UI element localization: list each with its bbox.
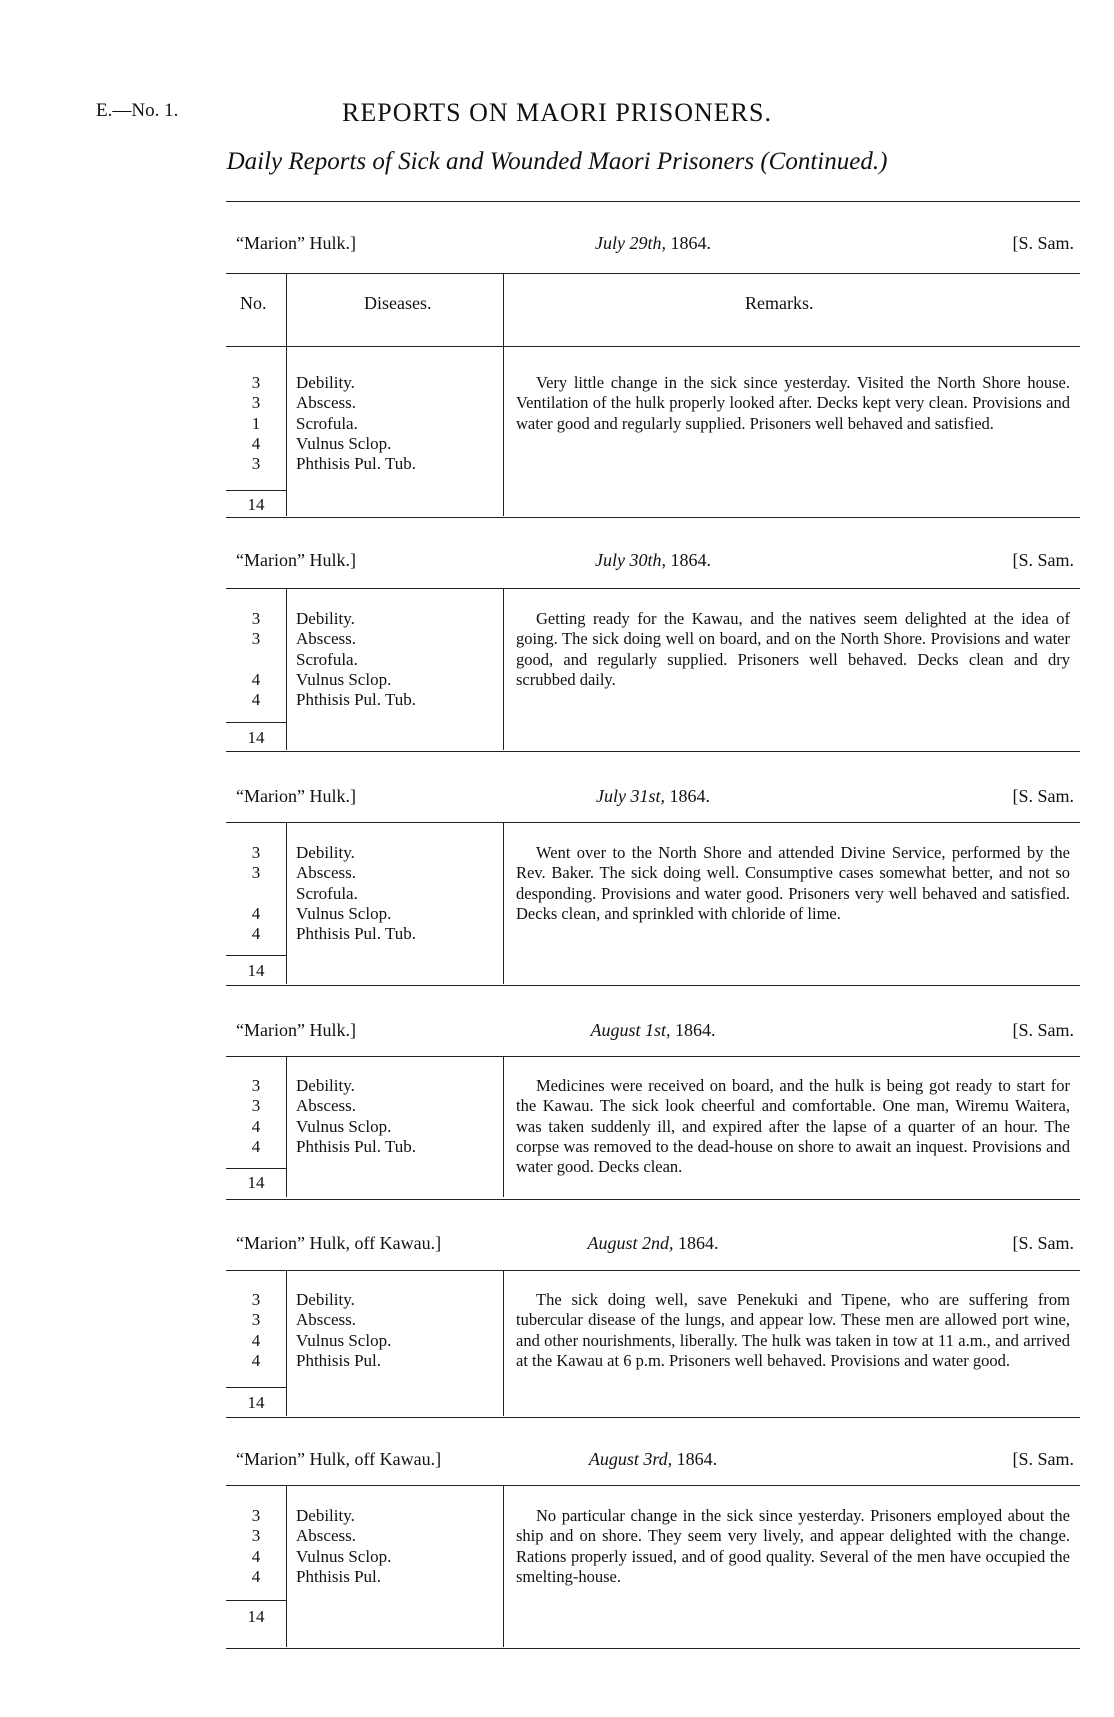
case-count: 3 (251, 609, 261, 628)
vessel-name: “Marion” Hulk, off Kawau.] (236, 1449, 442, 1469)
case-count: 4 (251, 1136, 261, 1156)
case-count: 4 (251, 903, 261, 923)
case-numbers (240, 373, 272, 474)
disease-list (296, 1076, 416, 1157)
report-remarks: Went over to the North Shore and attended Divine Service, performed by the Rev. Baker. The sick doing well. Consumptive cases somewhat better, and not so desponding. Provisions and water good. Prisoners very well behaved and satisfied. Decks clean, and sprinkled with chloride of lime. (516, 843, 1070, 923)
column-divider (503, 822, 504, 984)
case-count: 4 (251, 689, 261, 709)
disease-item: Debility. (296, 843, 355, 862)
disease-item: Vulnus Sclop. (296, 1546, 392, 1566)
total-rule (226, 490, 286, 491)
case-count: 3 (251, 1506, 261, 1525)
case-total: 14 (247, 1173, 265, 1192)
case-count: 4 (251, 1546, 261, 1566)
page-title: REPORTS ON MAORI PRISONERS. (342, 98, 772, 127)
column-divider (286, 1270, 287, 1416)
report-header (226, 229, 1080, 259)
report-bottom-rule (226, 751, 1080, 752)
case-numbers (240, 843, 272, 944)
report-date: July 31st, 1864. (596, 786, 710, 806)
report-signature: [S. Sam. (1012, 1020, 1074, 1040)
case-count: 3 (251, 1526, 261, 1546)
report-signature: [S. Sam. (1012, 1233, 1074, 1253)
column-divider (286, 1485, 287, 1647)
disease-list (296, 843, 416, 944)
case-count (240, 884, 272, 904)
case-count: 4 (251, 669, 261, 689)
report-top-rule (226, 1270, 1080, 1271)
case-count: 3 (251, 454, 261, 474)
column-divider (503, 1270, 504, 1416)
case-total: 14 (247, 1393, 265, 1412)
total-rule (226, 722, 286, 723)
disease-item: Abscess. (296, 1526, 356, 1546)
disease-item: Scrofula. (296, 649, 358, 669)
report-header (226, 1229, 1080, 1259)
case-count: 3 (251, 373, 261, 392)
column-divider (503, 1485, 504, 1647)
vessel-name: “Marion” Hulk.] (236, 786, 356, 806)
report-bottom-rule (226, 985, 1080, 986)
disease-list (296, 1290, 391, 1371)
report-date: August 3rd, 1864. (588, 1449, 718, 1469)
case-count: 3 (251, 629, 261, 649)
disease-item: Scrofula. (296, 883, 358, 903)
column-divider (503, 1056, 504, 1197)
case-count: 4 (251, 923, 261, 943)
report-header (226, 1445, 1080, 1475)
case-numbers (240, 609, 272, 710)
disease-list (296, 373, 416, 474)
header-bottom-rule (226, 346, 1080, 347)
column-no: No. (240, 293, 267, 313)
report-header (226, 546, 1080, 576)
report-top-rule (226, 822, 1080, 823)
case-count: 4 (251, 1350, 261, 1370)
case-count: 3 (251, 843, 261, 862)
case-count: 3 (251, 1290, 261, 1309)
disease-item: Abscess. (296, 393, 356, 413)
disease-item: Phthisis Pul. (296, 1350, 382, 1370)
disease-item: Vulnus Sclop. (296, 1116, 392, 1136)
report-remarks: Getting ready for the Kawau, and the natives seem delighted at the idea of going. The sick doing well on board, and on the North Shore. Provisions and water good, and regularly supplied. Prisoners well behaved. Decks clean and dry scrubbed daily. (516, 609, 1070, 689)
report-top-rule (226, 588, 1080, 589)
case-total: 14 (247, 728, 265, 747)
column-remarks: Remarks. (745, 293, 814, 313)
disease-item: Debility. (296, 1506, 355, 1525)
column-divider (286, 588, 287, 750)
report-signature: [S. Sam. (1012, 233, 1074, 253)
report-remarks: The sick doing well, save Penekuki and Tipene, who are suffering from tubercular disease of the lungs, and appear low. These men are allowed port wine, and other nourishments, liberally. The hulk was taken in tow at 11 a.m., and arrived at the Kawau at 6 p.m. Prisoners well behaved. Provisions and water good. (516, 1290, 1070, 1370)
disease-item: Debility. (296, 1076, 355, 1095)
disease-item: Abscess. (296, 1096, 356, 1116)
column-divider (503, 273, 504, 516)
disease-item: Abscess. (296, 629, 356, 649)
report-remarks: Very little change in the sick since yesterday. Visited the North Shore house. Ventilation of the hulk properly looked after. Decks kept very clean. Provisions and water good and regularly supplied. Prisoners well behaved and satisfied. (516, 373, 1070, 433)
disease-item: Phthisis Pul. Tub. (296, 690, 417, 710)
case-count: 4 (251, 1116, 261, 1136)
case-total: 14 (247, 961, 265, 980)
report-header (226, 782, 1080, 812)
disease-item: Phthisis Pul. Tub. (296, 454, 417, 474)
report-date: August 1st, 1864. (590, 1020, 716, 1040)
disease-item: Phthisis Pul. (296, 1566, 382, 1586)
column-divider (286, 822, 287, 984)
disease-item: Vulnus Sclop. (296, 1330, 392, 1350)
case-count: 3 (251, 393, 261, 413)
report-bottom-rule (226, 1199, 1080, 1200)
total-rule (226, 1387, 286, 1388)
vessel-name: “Marion” Hulk.] (236, 550, 356, 570)
column-divider (503, 588, 504, 750)
column-divider (286, 273, 287, 516)
total-rule (226, 955, 286, 956)
disease-list (296, 609, 416, 710)
case-count: 3 (251, 863, 261, 883)
vessel-name: “Marion” Hulk.] (236, 1020, 356, 1040)
report-top-rule (226, 1056, 1080, 1057)
vessel-name: “Marion” Hulk, off Kawau.] (236, 1233, 442, 1253)
column-divider (286, 1056, 287, 1197)
case-numbers (240, 1076, 272, 1157)
report-signature: [S. Sam. (1012, 786, 1074, 806)
report-bottom-rule (226, 1648, 1080, 1649)
report-signature: [S. Sam. (1012, 550, 1074, 570)
report-top-rule (226, 1485, 1080, 1486)
report-signature: [S. Sam. (1012, 1449, 1074, 1469)
report-header (226, 1016, 1080, 1046)
disease-item: Abscess. (296, 1310, 356, 1330)
disease-item: Debility. (296, 373, 355, 392)
disease-item: Phthisis Pul. Tub. (296, 924, 417, 944)
report-date: July 30th, 1864. (595, 550, 711, 570)
top-rule (226, 201, 1080, 202)
case-count: 3 (251, 1076, 261, 1095)
case-count: 4 (251, 433, 261, 453)
case-count: 4 (251, 1566, 261, 1586)
case-total: 14 (247, 1607, 265, 1626)
disease-item: Scrofula. (296, 413, 358, 433)
case-count: 1 (251, 413, 261, 433)
disease-list (296, 1506, 391, 1587)
disease-item: Vulnus Sclop. (296, 433, 392, 453)
disease-item: Debility. (296, 1290, 355, 1309)
disease-item: Abscess. (296, 863, 356, 883)
page-subtitle: Daily Reports of Sick and Wounded Maori Prisoners (Continued.) (226, 148, 888, 175)
vessel-name: “Marion” Hulk.] (236, 233, 356, 253)
disease-item: Phthisis Pul. Tub. (296, 1136, 417, 1156)
total-rule (226, 1168, 286, 1169)
case-count (240, 650, 272, 670)
report-date: August 2nd, 1864. (587, 1233, 719, 1253)
case-total: 14 (247, 495, 265, 514)
case-count: 3 (251, 1096, 261, 1116)
report-date: July 29th, 1864. (595, 233, 711, 253)
column-diseases: Diseases. (364, 293, 432, 313)
report-bottom-rule (226, 1417, 1080, 1418)
header-top-rule (226, 273, 1080, 274)
case-count: 4 (251, 1330, 261, 1350)
disease-item: Debility. (296, 609, 355, 628)
disease-item: Vulnus Sclop. (296, 669, 392, 689)
disease-item: Vulnus Sclop. (296, 903, 392, 923)
page-reference: E.—No. 1. (96, 100, 179, 121)
case-numbers (240, 1290, 272, 1371)
report-bottom-rule (226, 517, 1080, 518)
report-remarks: Medicines were received on board, and the hulk is being got ready to start for the Kawau. The sick look cheerful and comfortable. One man, Wiremu Waitera, was taken suddenly ill, and expired after the lapse of a quarter of an hour. The corpse was removed to the dead-house on shore to await an inquest. Provisions and water good. Decks clean. (516, 1076, 1070, 1177)
case-count: 3 (251, 1310, 261, 1330)
report-remarks: No particular change in the sick since yesterday. Prisoners employed about the ship and on shore. They seem very lively, and appear delighted with the change. Rations properly issued, and of good quality. Several of the men have occupied the smelting-house. (516, 1506, 1070, 1586)
total-rule (226, 1600, 286, 1601)
case-numbers (240, 1506, 272, 1587)
